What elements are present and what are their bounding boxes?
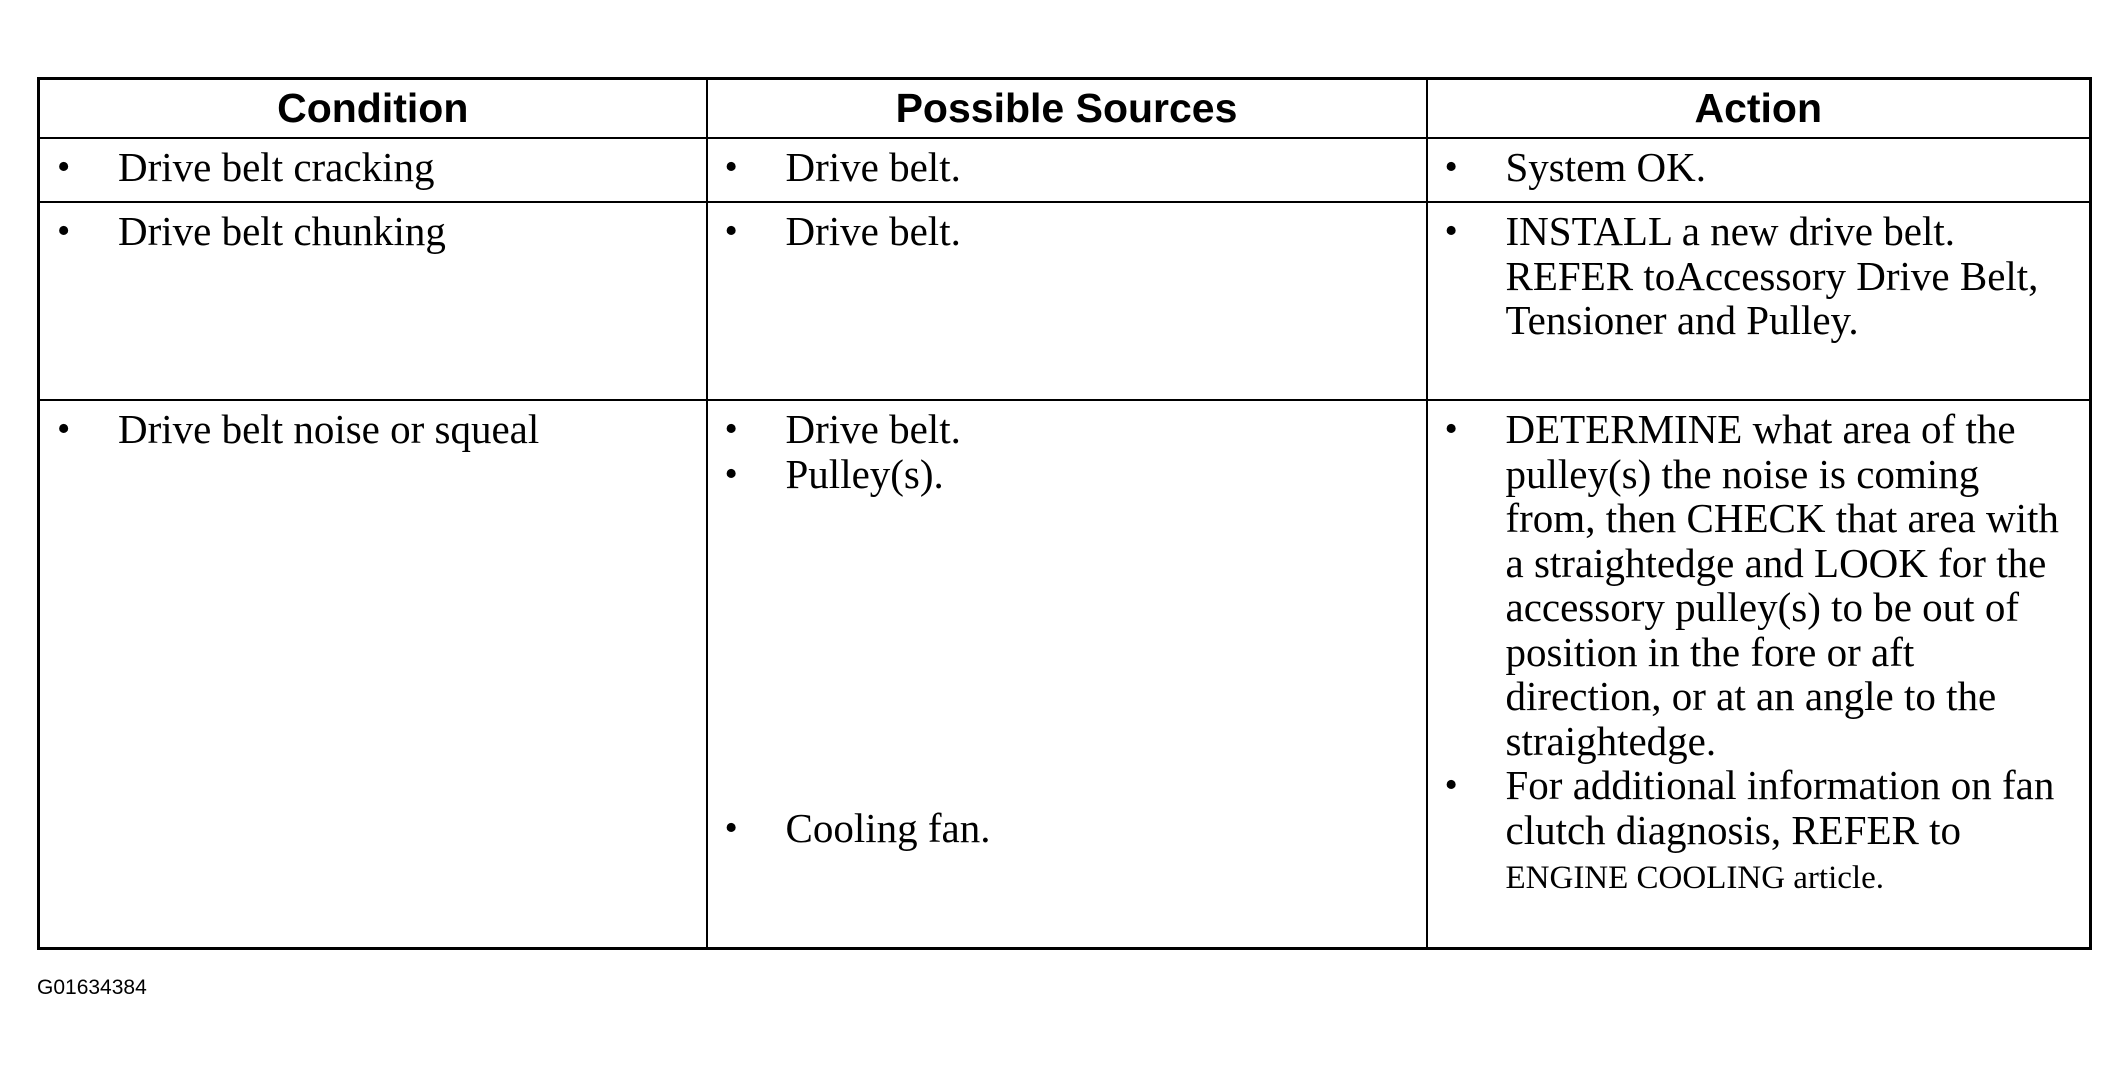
table-row bbox=[39, 138, 2091, 202]
header-row bbox=[39, 79, 2091, 139]
action-cell bbox=[1427, 202, 2091, 400]
sources-cell bbox=[707, 138, 1427, 202]
header-possible-sources: Possible Sources bbox=[707, 79, 1427, 139]
diagnosis-table bbox=[37, 77, 2092, 950]
source-item: • Drive belt. bbox=[708, 209, 1426, 254]
source-item: • Pulley(s). bbox=[708, 452, 1426, 497]
condition-cell bbox=[39, 400, 707, 949]
source-item: • Drive belt. bbox=[708, 407, 1426, 452]
header-action: Action bbox=[1427, 79, 2091, 139]
action-cell bbox=[1427, 400, 2091, 949]
condition-item: • Drive belt cracking bbox=[40, 145, 706, 190]
condition-item: • Drive belt noise or squeal bbox=[40, 407, 706, 452]
sources-cell bbox=[707, 400, 1427, 949]
condition-cell bbox=[39, 138, 707, 202]
source-item: • Cooling fan. bbox=[708, 806, 1426, 851]
action-cell bbox=[1427, 138, 2091, 202]
action-item: • System OK. bbox=[1428, 145, 2090, 190]
condition-cell bbox=[39, 202, 707, 400]
action-item-text: For additional information on fan clutch diagnosis, REFER to bbox=[1505, 762, 2055, 853]
action-item: • INSTALL a new drive belt. REFER toAccessory Drive Belt, Tensioner and Pulley. bbox=[1428, 209, 2090, 343]
action-item: • DETERMINE what area of the pulley(s) the noise is coming from, then CHECK that area with a straightedge and LOOK for the accessory pulley(s) to be out of position in the fore or aft direction, or at an angle to the straightedge. bbox=[1428, 407, 2090, 763]
sources-cell bbox=[707, 202, 1427, 400]
condition-item: • Drive belt chunking bbox=[40, 209, 706, 254]
source-item: • Drive belt. bbox=[708, 145, 1426, 190]
action-item bbox=[1428, 763, 2090, 901]
header-condition: Condition bbox=[39, 79, 707, 139]
table-row bbox=[39, 400, 2091, 949]
table-row bbox=[39, 202, 2091, 400]
figure-id: G01634384 bbox=[37, 976, 147, 999]
engine-cooling-reference: ENGINE COOLING article. bbox=[1505, 860, 1884, 896]
